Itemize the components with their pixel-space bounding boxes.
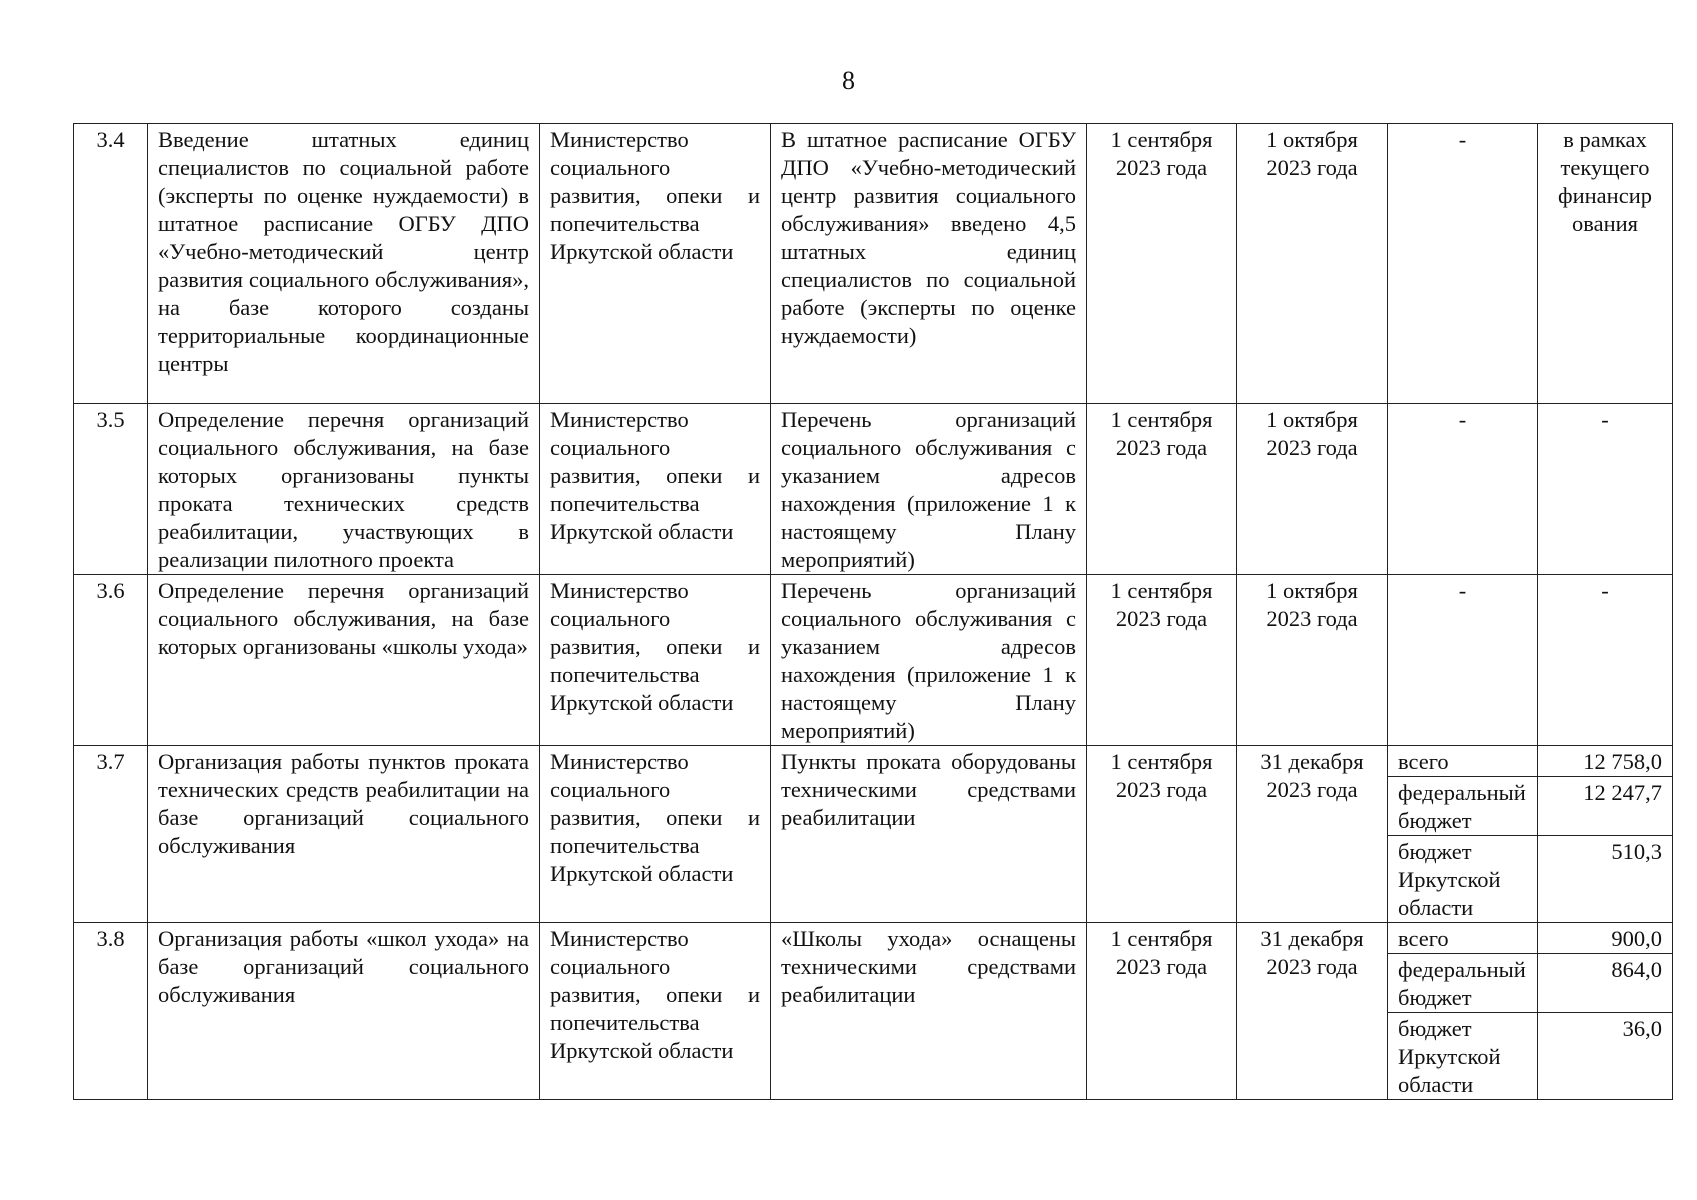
activity-cell: Определение перечня организаций социального обслуживания, на базе которых организованы пункты проката технических средств реабилитации, участвующих в реализации пилотного проекта	[148, 404, 540, 575]
funding-source-cell: -	[1388, 124, 1538, 404]
funding-amount-cell: 12 758,0	[1538, 746, 1673, 777]
activity-cell: Определение перечня организаций социального обслуживания, на базе которых организованы «школы ухода»	[148, 575, 540, 746]
funding-amount-cell: 510,3	[1538, 836, 1673, 923]
result-cell: «Школы ухода» оснащены техническими средствами реабилитации	[771, 923, 1087, 1100]
table-row	[74, 923, 1673, 954]
activity-cell: Организация работы пунктов проката технических средств реабилитации на базе организаций социального обслуживания	[148, 746, 540, 923]
end-date-cell: 1 октября 2023 года	[1237, 404, 1388, 575]
table-row	[74, 404, 1673, 575]
end-date-cell: 31 декабря 2023 года	[1237, 923, 1388, 1100]
activity-cell: Организация работы «школ ухода» на базе организаций социального обслуживания	[148, 923, 540, 1100]
funding-source-cell: -	[1388, 404, 1538, 575]
end-date-cell: 31 декабря 2023 года	[1237, 746, 1388, 923]
funding-source-cell: всего	[1388, 923, 1538, 954]
executor-cell: Министерство социального развития, опеки и попечительства Иркутской области	[540, 404, 771, 575]
funding-amount-cell: 900,0	[1538, 923, 1673, 954]
table-row	[74, 575, 1673, 746]
item-number: 3.7	[74, 746, 148, 923]
funding-amount-cell: в рамках текущего финансир ования	[1538, 124, 1673, 404]
end-date-cell: 1 октября 2023 года	[1237, 124, 1388, 404]
start-date-cell: 1 сентября 2023 года	[1087, 404, 1237, 575]
item-number: 3.8	[74, 923, 148, 1100]
start-date-cell: 1 сентября 2023 года	[1087, 124, 1237, 404]
funding-amount-cell: 12 247,7	[1538, 777, 1673, 836]
funding-amount-cell: -	[1538, 575, 1673, 746]
funding-source-cell: федеральный бюджет	[1388, 777, 1538, 836]
item-number: 3.4	[74, 124, 148, 404]
table-row	[74, 746, 1673, 777]
funding-source-cell: всего	[1388, 746, 1538, 777]
action-plan-table	[73, 123, 1673, 1100]
end-date-cell: 1 октября 2023 года	[1237, 575, 1388, 746]
result-cell: Перечень организаций социального обслуживания с указанием адресов нахождения (приложение 1 к настоящему Плану мероприятий)	[771, 404, 1087, 575]
funding-source-cell: федеральный бюджет	[1388, 954, 1538, 1013]
executor-cell: Министерство социального развития, опеки и попечительства Иркутской области	[540, 923, 771, 1100]
funding-source-cell: бюджет Иркутской области	[1388, 1013, 1538, 1100]
funding-source-cell: -	[1388, 575, 1538, 746]
result-cell: Пункты проката оборудованы техническими средствами реабилитации	[771, 746, 1087, 923]
page-number: 8	[842, 66, 855, 95]
result-cell: В штатное расписание ОГБУ ДПО «Учебно-методический центр развития социального обслуживания» введено 4,5 штатных единиц специалистов по социальной работе (эксперты по оценке нуждаемости)	[771, 124, 1087, 404]
executor-cell: Министерство социального развития, опеки и попечительства Иркутской области	[540, 124, 771, 404]
executor-cell: Министерство социального развития, опеки и попечительства Иркутской области	[540, 746, 771, 923]
funding-amount-cell: 864,0	[1538, 954, 1673, 1013]
table-row	[74, 124, 1673, 404]
start-date-cell: 1 сентября 2023 года	[1087, 923, 1237, 1100]
funding-source-cell: бюджет Иркутской области	[1388, 836, 1538, 923]
start-date-cell: 1 сентября 2023 года	[1087, 746, 1237, 923]
funding-amount-cell: -	[1538, 404, 1673, 575]
funding-amount-cell: 36,0	[1538, 1013, 1673, 1100]
executor-cell: Министерство социального развития, опеки и попечительства Иркутской области	[540, 575, 771, 746]
item-number: 3.5	[74, 404, 148, 575]
activity-cell: Введение штатных единиц специалистов по социальной работе (эксперты по оценке нуждаемости) в штатное расписание ОГБУ ДПО «Учебно-методический центр развития социального обслуживания», на базе которого созданы территориальные координационные центры	[148, 124, 540, 404]
item-number: 3.6	[74, 575, 148, 746]
start-date-cell: 1 сентября 2023 года	[1087, 575, 1237, 746]
result-cell: Перечень организаций социального обслуживания с указанием адресов нахождения (приложение 1 к настоящему Плану мероприятий)	[771, 575, 1087, 746]
